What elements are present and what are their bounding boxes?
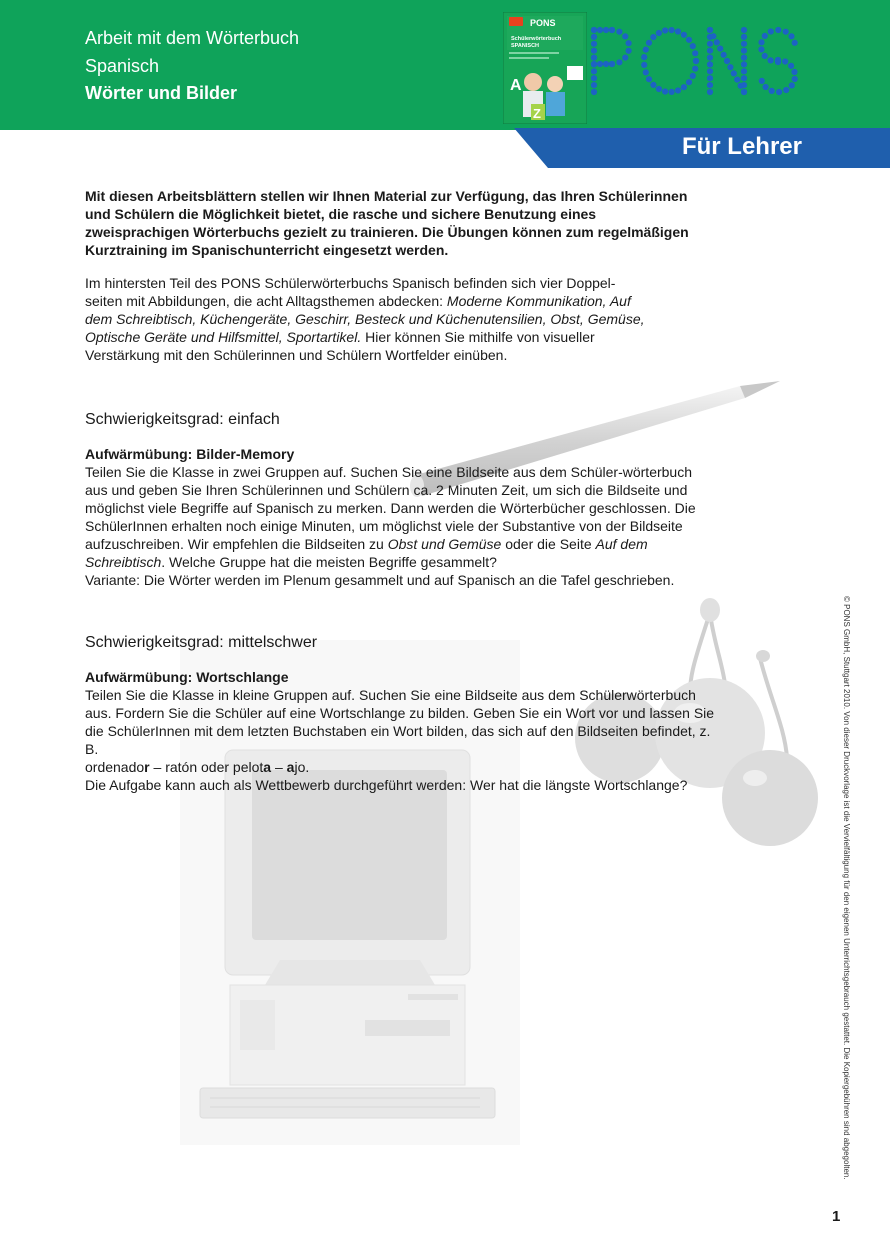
- example-word-3: jo.: [294, 759, 310, 775]
- dictionary-cover-image: [503, 12, 587, 124]
- header-band: [0, 0, 890, 130]
- header-title-line2: Spanisch: [85, 56, 160, 76]
- section-heading-easy: Schwierigkeitsgrad: einfach: [85, 411, 280, 428]
- memory-text-part3: . Welche Gruppe hat die meisten Begriffe gesammelt?: [161, 554, 497, 570]
- section-heading-medium: Schwierigkeitsgrad: mittelschwer: [85, 634, 318, 651]
- intro-text-end: Hier können Sie mithilfe von visueller Verstärkung mit den Schülerinnen und Schülern Wortfelder einüben.: [85, 329, 595, 363]
- example-word-3-first-letter: a: [286, 759, 295, 775]
- teacher-label: Für Lehrer: [681, 133, 802, 160]
- example-word-2-last-letter: a: [263, 759, 272, 775]
- header-title-line3: Wörter und Bilder: [85, 83, 237, 103]
- intro-bold-paragraph: Mit diesen Arbeitsblättern stellen wir Ihnen Material zur Verfügung, das Ihren Schülerinnen und Schülern die Möglichkeit bietet, die rasche und sichere Benutzung eines zweisprachigen Wörterbuchs gezielt zu trainieren. Die Übungen können zum regelmäßigen Kurztraining im Spanischunterricht eingesetzt werden.: [85, 188, 689, 258]
- svg-text:Z: Z: [533, 106, 541, 121]
- svg-text:PONS: PONS: [530, 18, 556, 28]
- exercise-title-wordsnake: Aufwärmübung: Wortschlange: [85, 669, 289, 685]
- pons-logo: [588, 24, 806, 98]
- page-number: 1: [832, 1208, 841, 1225]
- intro-paragraph: [85, 274, 645, 364]
- intro-text-start: Im hintersten Teil des PONS Schülerwörterbuchs Spanisch befinden sich vier Doppel-seiten mit Abbildungen, die acht Alltagsthemen abdecken:: [85, 275, 616, 309]
- copyright-text: © PONS GmbH, Stuttgart 2010. Von dieser Druckvorlage ist die Vervielfältigung für den eigenen Unterrichtsgebrauch gestattet. Die Kopiergebühren sind abgegolten.: [842, 596, 851, 1180]
- wordsnake-instructions: Teilen Sie die Klasse in kleine Gruppen auf. Suchen Sie eine Bildseite aus dem Schülerwörterbuch aus. Fordern Sie die Schüler auf eine Wortschlange zu bilden. Geben Sie ein Wort vor und lassen Sie die SchülerInnen mit dem letzten Buchstaben ein Wort bilden, das sich auf den Bildseiten befindet, z. B.: [85, 687, 715, 757]
- exercise-text-wordsnake: [85, 686, 715, 794]
- wordsnake-competition: Die Aufgabe kann auch als Wettbewerb durchgeführt werden: Wer hat die längste Wortschlange?: [85, 777, 688, 793]
- memory-text-part2: oder die Seite: [501, 536, 596, 552]
- svg-text:A: A: [510, 77, 522, 94]
- example-word-1: ordenado: [85, 759, 145, 775]
- intro-topics: Moderne Kommunikation, Auf dem Schreibtisch, Küchengeräte, Geschirr, Besteck und Küchenutensilien, Obst, Gemüse, Optische Geräte und Hilfsmittel, Sportartikel.: [85, 293, 645, 345]
- example-separator-2: –: [271, 759, 287, 775]
- memory-text-part1: Teilen Sie die Klasse in zwei Gruppen auf. Suchen Sie eine Bildseite aus dem Schüler-wörterbuch aus und geben Sie Ihren Schülerinnen und Schülern ca. 2 Minuten Zeit, um sich die Bildseite und möglichst viele Begriffe auf Spanisch zu merken. Dann werden die Wörterbücher geschlossen. Die SchülerInnen erhalten noch einige Minuten, um möglichst viele der Substantive von der Bildseite aufzuschreiben. Wir empfehlen die Bildseiten zu: [85, 464, 696, 552]
- header-title-line1: Arbeit mit dem Wörterbuch: [85, 28, 300, 48]
- example-word-2: ratón oder pelot: [165, 759, 264, 775]
- exercise-title-memory: Aufwärmübung: Bilder-Memory: [85, 446, 295, 462]
- svg-text:SPANISCH: SPANISCH: [511, 43, 540, 49]
- example-word-1-last-letter: r: [144, 759, 150, 775]
- example-separator-1: –: [149, 759, 166, 775]
- copyright-notice: [842, 596, 861, 1180]
- memory-topic-fruit: Obst und Gemüse: [387, 536, 502, 552]
- memory-variant: Variante: Die Wörter werden im Plenum gesammelt und auf Spanisch an die Tafel geschrieben.: [85, 572, 675, 588]
- svg-text:Schülerwörterbuch: Schülerwörterbuch: [511, 36, 562, 42]
- exercise-text-memory: [85, 463, 715, 589]
- memory-topic-desk: Auf dem Schreibtisch: [85, 536, 648, 570]
